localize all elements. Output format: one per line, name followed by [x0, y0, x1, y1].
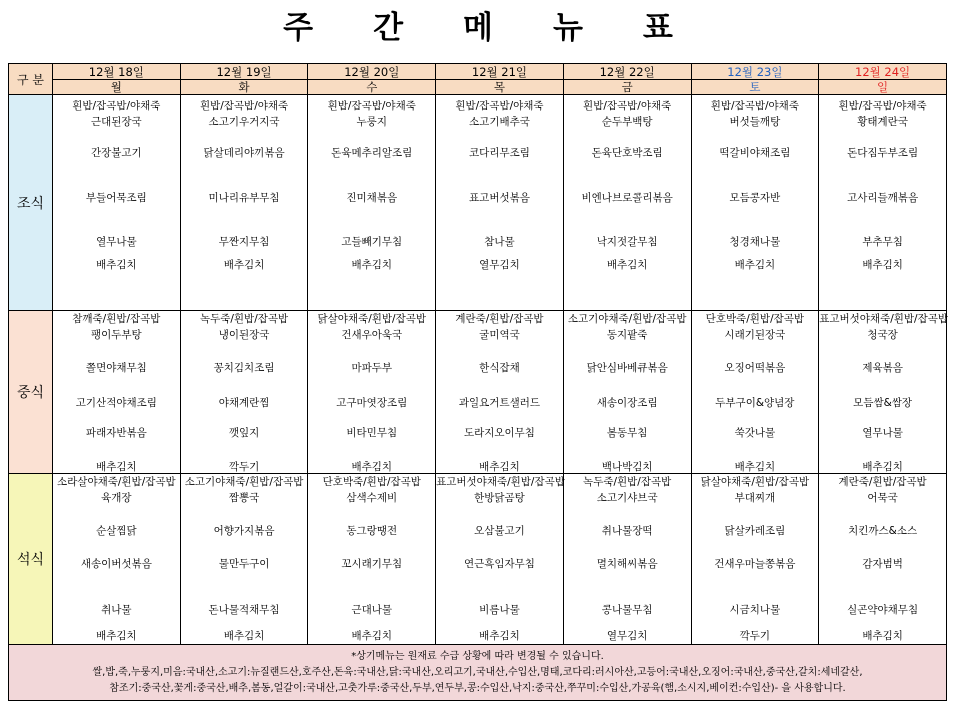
- dinner-row: [9, 474, 947, 645]
- menu-item: 청경채나물: [729, 236, 781, 248]
- meal-label-lunch: 중식: [9, 311, 53, 474]
- menu-item: 오징어떡볶음: [724, 362, 786, 374]
- menu-item: 물만두구이: [218, 558, 270, 570]
- header-corner: 구 분: [9, 64, 53, 95]
- menu-item: 배추김치: [351, 630, 393, 642]
- menu-item: 배추김치: [862, 259, 903, 271]
- origin-line-2: 참조기:중국산,꽃게:중국산,배추,봄동,얼갈이:국내산,고춧가루:중국산,두부,연두부,콩:수입산,낙지:중국산,쭈꾸미:수입산,가공육(햄,소시지,베이컨:수입산)- 을 사용합니다.: [109, 682, 846, 694]
- menu-item: 버섯들깨탕: [729, 116, 781, 128]
- menu-item: 팽이두부탕: [90, 329, 142, 341]
- day-date: 12월 20일: [308, 64, 435, 80]
- menu-item: 표고버섯야채죽/흰밥/잡곡밥: [436, 476, 565, 488]
- menu-item: 배추김치: [351, 259, 393, 271]
- menu-item: 열무김치: [606, 630, 648, 642]
- menu-item: 계란죽/흰밥/잡곡밥: [455, 313, 544, 325]
- menu-item: 청국장: [867, 329, 898, 341]
- menu-item: 배추김치: [734, 461, 776, 473]
- menu-item: 배추김치: [606, 259, 648, 271]
- day-of-week: 화: [238, 80, 250, 94]
- lunch-row: [9, 311, 947, 474]
- menu-item: 닭살데리야끼볶음: [203, 147, 285, 159]
- day-date: 12월 23일: [692, 64, 819, 80]
- breakfast-row: [9, 95, 947, 311]
- dinner-cell: [436, 474, 564, 645]
- menu-item: 배추김치: [223, 259, 265, 271]
- menu-item: 시금치나물: [729, 604, 781, 616]
- menu-item: 소고기우거지국: [208, 116, 280, 128]
- menu-item: 배추김치: [223, 630, 265, 642]
- menu-item: 시래기된장국: [724, 329, 786, 341]
- dinner-cell: [691, 474, 819, 645]
- menu-item: 제육볶음: [862, 362, 903, 374]
- menu-item: 고기산적야채조림: [75, 397, 157, 409]
- menu-item: 열무나물: [862, 427, 903, 439]
- menu-item: 닭살야채죽/흰밥/잡곡밥: [700, 476, 810, 488]
- day-header: [53, 64, 181, 95]
- menu-item: 배추김치: [96, 461, 137, 473]
- menu-item: 참깨죽/흰밥/잡곡밥: [72, 313, 161, 325]
- menu-item: 짬뽕국: [228, 492, 260, 504]
- menu-item: 고사리들깨볶음: [847, 192, 919, 204]
- menu-item: 비름나물: [479, 604, 520, 616]
- dinner-cell: [180, 474, 308, 645]
- origin-notice: [9, 645, 947, 701]
- menu-item: 동그랑땡전: [346, 525, 398, 537]
- menu-item: 소고기샤브국: [596, 492, 658, 504]
- title-char: 표: [642, 10, 673, 46]
- menu-item: 모듬쌈&쌈장: [853, 397, 913, 409]
- menu-item: 계란죽/흰밥/잡곡밥: [838, 476, 927, 488]
- menu-item: 황태계란국: [857, 116, 908, 128]
- menu-item: 단호박죽/흰밥/잡곡밥: [322, 476, 421, 488]
- menu-item: 깻잎지: [228, 427, 260, 439]
- menu-item: 배추김치: [479, 461, 520, 473]
- menu-item: 동지팥죽: [606, 329, 648, 341]
- menu-item: 열무나물: [96, 236, 137, 248]
- footer-row: [9, 645, 947, 701]
- breakfast-cell: [53, 95, 181, 311]
- menu-item: 두부구이&양념장: [715, 397, 795, 409]
- menu-item: 새송이장조림: [596, 397, 658, 409]
- menu-item: 참나물: [484, 236, 515, 248]
- breakfast-cell: [436, 95, 564, 311]
- menu-item: 돈육단호박조림: [591, 147, 663, 159]
- breakfast-cell: [308, 95, 436, 311]
- origin-line-1: 쌀,밥,죽,누룽지,미음:국내산,소고기:뉴질랜드산,호주산,돈육:국내산,닭:국내산,오리고기,국내산,수입산,명태,코다리:러시아산,고등어:국내산,오징어:국내산,중국산,갈치:세네갈산,: [92, 666, 863, 678]
- menu-item: 굴미역국: [479, 329, 520, 341]
- lunch-cell: [180, 311, 308, 474]
- dinner-cell: [563, 474, 691, 645]
- dinner-cell: [308, 474, 436, 645]
- menu-item: 한식잡채: [479, 362, 520, 374]
- page-title: [0, 2, 956, 52]
- breakfast-cell: [180, 95, 308, 311]
- meal-label-breakfast: 조식: [9, 95, 53, 311]
- menu-item: 고들빼기무침: [341, 236, 403, 248]
- day-of-week: 목: [493, 80, 506, 94]
- menu-item: 감자범벅: [862, 558, 903, 570]
- menu-item: 냉이된장국: [218, 329, 270, 341]
- menu-item: 쑥갓나물: [734, 427, 776, 439]
- day-of-week: 일: [877, 80, 889, 94]
- day-header: [180, 64, 308, 95]
- day-header: [436, 64, 564, 95]
- menu-item: 표고버섯볶음: [469, 192, 530, 204]
- menu-item: 배추김치: [734, 259, 776, 271]
- menu-item: 도라지오이무침: [463, 427, 535, 439]
- menu-item: 배추김치: [862, 630, 903, 642]
- menu-item: 근대된장국: [90, 116, 142, 128]
- menu-item: 흰밥/잡곡밥/야채죽: [583, 100, 672, 112]
- menu-item: 돈육메추리알조림: [331, 147, 413, 159]
- menu-item: 배추김치: [479, 630, 520, 642]
- menu-item: 어묵국: [867, 492, 898, 504]
- menu-item: 녹두죽/흰밥/잡곡밥: [583, 476, 672, 488]
- menu-item: 부들어묵조림: [85, 192, 147, 204]
- menu-item: 실곤약야채무침: [847, 604, 919, 616]
- menu-item: 백나박김치: [601, 461, 653, 473]
- day-header: [308, 64, 436, 95]
- menu-item: 건새우아욱국: [341, 329, 403, 341]
- menu-item: 진미채볶음: [346, 192, 398, 204]
- menu-item: 비엔나브로콜리볶음: [581, 192, 673, 204]
- menu-item: 닭살카레조림: [724, 525, 786, 537]
- day-header: [563, 64, 691, 95]
- menu-item: 흰밥/잡곡밥/야채죽: [838, 100, 927, 112]
- menu-item: 흰밥/잡곡밥/야채죽: [199, 100, 289, 112]
- menu-item: 봄동무침: [606, 427, 648, 439]
- menu-item: 낙지젓갈무침: [596, 236, 658, 248]
- menu-item: 누룽지: [356, 116, 387, 128]
- header-row: [9, 64, 947, 95]
- menu-item: 녹두죽/흰밥/잡곡밥: [199, 313, 289, 325]
- menu-item: 쫄면야채무침: [85, 362, 147, 374]
- dinner-cell: [53, 474, 181, 645]
- menu-item: 배추김치: [96, 630, 137, 642]
- day-date: 12월 19일: [181, 64, 308, 80]
- dinner-cell: [819, 474, 947, 645]
- menu-item: 꼬시래기무침: [341, 558, 403, 570]
- menu-item: 취나물: [101, 604, 132, 616]
- lunch-cell: [308, 311, 436, 474]
- menu-item: 깍두기: [228, 461, 260, 473]
- menu-item: 비타민무침: [346, 427, 398, 439]
- day-header: [819, 64, 947, 95]
- meal-label-dinner: 석식: [9, 474, 53, 645]
- menu-item: 무짠지무침: [218, 236, 270, 248]
- menu-item: 배추김치: [96, 259, 137, 271]
- title-char: 메: [463, 10, 493, 46]
- menu-item: 떡갈비야채조림: [719, 147, 791, 159]
- menu-item: 소고기배추국: [469, 116, 530, 128]
- menu-item: 소고기야채죽/흰밥/잡곡밥: [567, 313, 687, 325]
- menu-item: 근대나물: [351, 604, 393, 616]
- menu-item: 소고기야채죽/흰밥/잡곡밥: [184, 476, 304, 488]
- breakfast-cell: [563, 95, 691, 311]
- day-of-week: 토: [749, 80, 761, 94]
- lunch-cell: [436, 311, 564, 474]
- lunch-cell: [819, 311, 947, 474]
- menu-item: 배추김치: [351, 461, 393, 473]
- menu-item: 미나리유부무침: [208, 192, 280, 204]
- menu-item: 꽁치김치조림: [213, 362, 275, 374]
- menu-item: 취나물장떡: [601, 525, 653, 537]
- breakfast-cell: [691, 95, 819, 311]
- menu-item: 부대찌개: [734, 492, 776, 504]
- menu-item: 흰밥/잡곡밥/야채죽: [710, 100, 799, 112]
- day-date: 12월 21일: [436, 64, 563, 80]
- weekly-menu-table: [8, 63, 947, 701]
- change-notice: *상기메뉴는 원재료 수급 상황에 따라 변경될 수 있습니다.: [351, 650, 604, 662]
- menu-item: 코다리무조림: [469, 147, 530, 159]
- day-of-week: 수: [366, 80, 378, 94]
- menu-item: 흰밥/잡곡밥/야채죽: [455, 100, 544, 112]
- menu-item: 부추무침: [862, 236, 903, 248]
- menu-item: 흰밥/잡곡밥/야채죽: [72, 100, 161, 112]
- menu-item: 연근흑임자무침: [463, 558, 535, 570]
- title-char: 간: [373, 10, 404, 46]
- lunch-cell: [53, 311, 181, 474]
- menu-item: 어향가지볶음: [213, 525, 275, 537]
- menu-item: 단호박죽/흰밥/잡곡밥: [705, 313, 805, 325]
- menu-item: 열무김치: [479, 259, 520, 271]
- title-char: 뉴: [552, 10, 583, 46]
- menu-item: 닭살야채죽/흰밥/잡곡밥: [317, 313, 427, 325]
- menu-item: 한방닭곰탕: [474, 492, 525, 504]
- title-char: 주: [283, 10, 314, 46]
- menu-item: 배추김치: [862, 461, 903, 473]
- breakfast-cell: [819, 95, 947, 311]
- day-date: 12월 18일: [53, 64, 180, 80]
- lunch-cell: [691, 311, 819, 474]
- menu-item: 간장불고기: [90, 147, 142, 159]
- menu-item: 깍두기: [739, 630, 771, 642]
- menu-item: 육개장: [101, 492, 132, 504]
- menu-item: 콩나물무침: [601, 604, 653, 616]
- menu-item: 흰밥/잡곡밥/야채죽: [327, 100, 416, 112]
- menu-item: 순두부백탕: [601, 116, 653, 128]
- menu-item: 오삼불고기: [474, 525, 525, 537]
- menu-item: 멸치해씨볶음: [596, 558, 658, 570]
- lunch-cell: [563, 311, 691, 474]
- menu-item: 파래자반볶음: [85, 427, 147, 439]
- menu-item: 고구마엿장조림: [336, 397, 408, 409]
- menu-item: 소라살야채죽/흰밥/잡곡밥: [57, 476, 176, 488]
- day-date: 12월 22일: [564, 64, 691, 80]
- menu-item: 건새우마늘쫑볶음: [714, 558, 796, 570]
- menu-item: 표고버섯야채죽/흰밥/잡곡밥: [819, 313, 949, 325]
- menu-item: 과일요거트샐러드: [458, 397, 541, 409]
- menu-item: 돈다짐두부조림: [847, 147, 919, 159]
- menu-item: 마파두부: [351, 362, 393, 374]
- menu-item: 순살찜닭: [96, 525, 137, 537]
- menu-item: 닭안심바베큐볶음: [586, 362, 668, 374]
- day-date: 12월 24일: [819, 64, 946, 80]
- menu-item: 모듬콩자반: [729, 192, 781, 204]
- menu-item: 치킨까스&소스: [848, 525, 918, 537]
- menu-item: 돈나물적채무침: [208, 604, 280, 616]
- menu-item: 삼색수제비: [346, 492, 398, 504]
- menu-item: 새송이버섯볶음: [80, 558, 152, 570]
- day-header: [691, 64, 819, 95]
- day-of-week: 월: [110, 80, 122, 94]
- day-of-week: 금: [621, 80, 633, 94]
- menu-item: 야채계란찜: [218, 397, 270, 409]
